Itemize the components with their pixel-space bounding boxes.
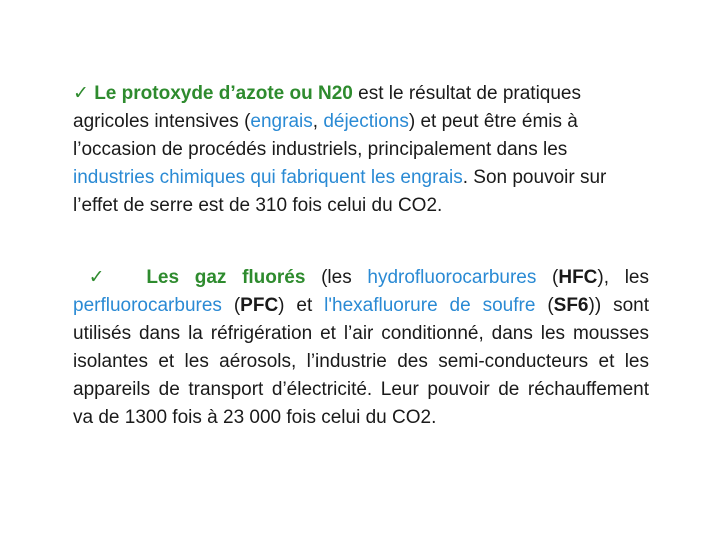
paragraph-nitrous-oxide: [73, 80, 649, 220]
text-segment: (les: [305, 267, 368, 288]
text-segment: )) sont utilisés dans la réfrigération et l’air conditionné, dans les mousses isolantes et les aérosols, l’industrie des semi-conducteurs et les appareils de transport d’électricité. Leur pouvoir de réchauffement va de 1300 fois à 23 000 fois celui du CO2.: [73, 295, 649, 428]
text-segment: (: [535, 295, 554, 316]
paragraph-fluorinated-gases: [73, 264, 649, 432]
abbr-hfc: HFC: [558, 267, 598, 288]
text-segment: est le résultat de pratiques agricoles intensives (: [73, 83, 581, 132]
abbr-sf6: SF6: [553, 295, 589, 316]
abbr-pfc: PFC: [240, 295, 279, 316]
text-segment: ,: [312, 111, 324, 132]
term-engrais: engrais: [250, 111, 313, 132]
term-dejections: déjections: [323, 111, 409, 132]
checkmark-icon: ✓: [88, 267, 115, 288]
text-segment: ), les: [597, 267, 649, 288]
checkmark-icon: ✓: [73, 83, 89, 104]
text-segment: . Son pouvoir sur l’effet de serre est de 310 fois celui du CO2.: [73, 167, 607, 216]
term-perfluorocarbures: perfluorocarbures: [73, 295, 222, 316]
text-segment: ) et peut être émis à l’occasion de procédés industriels, principalement dans les: [73, 111, 578, 160]
heading-nitrous-oxide: Le protoxyde d’azote ou N20: [94, 83, 353, 104]
term-hydrofluorocarbures: hydrofluorocarbures: [367, 267, 537, 288]
heading-fluorinated-gases: Les gaz fluorés: [146, 267, 306, 288]
text-segment: ) et: [278, 295, 325, 316]
text-segment: (: [536, 267, 559, 288]
term-industries: industries chimiques qui fabriquent les engrais: [73, 167, 463, 188]
term-hexafluorure: l'hexafluorure de soufre: [324, 295, 536, 316]
text-segment: (: [221, 295, 241, 316]
